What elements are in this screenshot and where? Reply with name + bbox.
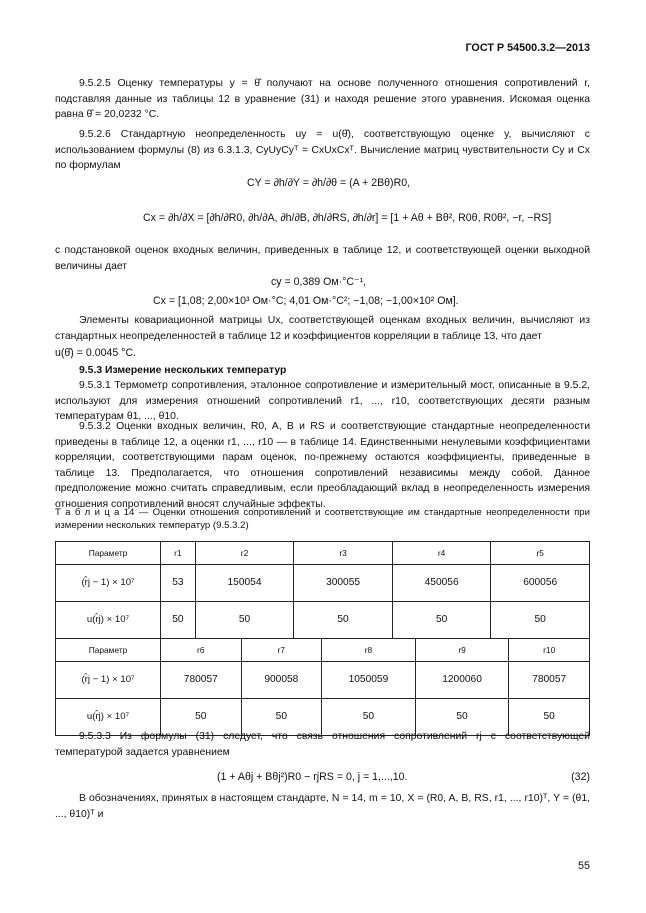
standard-header: ГОСТ Р 54500.3.2—2013 [465,42,590,54]
table-header-cell: r2 [195,542,294,565]
table-header-cell: r1 [161,542,196,565]
table-cell: 50 [491,602,590,639]
param-label: Параметр [56,639,161,662]
table-cell: 50 [161,602,196,639]
table-header-cell: r5 [491,542,590,565]
table-header-cell: r10 [509,639,590,662]
table-cell: 50 [415,699,509,736]
table-header-cell: r6 [161,639,242,662]
table-header-cell: r9 [415,639,509,662]
table-cell: 50 [161,699,242,736]
table-row [56,662,590,699]
table-cell: 1050059 [322,662,416,699]
formula-cx-value: Cx = [1,08; 2,00×10³ Ом·°C; 4,01 Ом·°C²; −1,08; −1,00×10² Ом]. [153,295,459,307]
section-heading-9-5-3: 9.5.3 Измерение нескольких температур [79,365,287,376]
table-cell: 50 [509,699,590,736]
table-header-cell: r7 [241,639,322,662]
table-cell: 50 [195,602,294,639]
table-header-row [56,639,590,662]
table-cell: 600056 [491,565,590,602]
paragraph-9-5-2-5: 9.5.2.5 Оценку температуры y = θ̂ получают на основе полученного отношения сопротивлений r, подставляя данные из таблицы 12 в уравнение (31) и находя решение этого уравнения. Искомая оценка равна θ̂ = 20,0232 °C. [55,78,590,121]
table-cell: 50 [294,602,393,639]
document-page [55,0,590,913]
ratio-row-label: (r̂j − 1) × 10⁷ [56,662,161,699]
table-cell: 1200060 [415,662,509,699]
paragraph-9-5-2-6: 9.5.2.6 Стандартную неопределенность uy = u(θ̂), соответствующую оценке y, вычисляют с использованием формулы (8) из 6.3.1.3, CyUyCyᵀ = CxUxCxᵀ. Вычисление матриц чувствительности Cy и Cx по формулам [55,129,590,172]
table-header-cell: r4 [392,542,491,565]
table-header-cell: r8 [322,639,416,662]
paragraph-notation: В обозначениях, принятых в настоящем стандарте, N = 14, m = 10, X = (R0, A, B, RS, r1, ..., r10)ᵀ, Y = (θ1, ..., θ10)ᵀ и [55,793,590,820]
table-14-block-2 [55,638,590,736]
table-header-cell: r3 [294,542,393,565]
table-cell: 50 [392,602,491,639]
table-cell: 450056 [392,565,491,602]
uncertainty-row-label: u(r̂j) × 10⁷ [56,699,161,736]
table-row [56,565,590,602]
formula-u-theta: u(θ̂) = 0.0045 °C. [55,347,137,359]
table-cell: 50 [241,699,322,736]
table-14-block-1 [55,541,590,639]
paragraph-covariance: Элементы ковариационной матрицы Ux, соответствующей оценкам входных величин, вычисляют из стандартных неопределенностей в таблице 12 и коэффициентов корреляции в таблице 13, что дает [55,315,590,342]
table-cell: 150054 [195,565,294,602]
paragraph-9-5-3-2: 9.5.3.2 Оценки входных величин, R0, A, B и RS и соответствующие стандартные неопределенности приведены в таблице 12, а оценки r1, ..., r10 — в таблице 14. Единственными ненулевыми коэффициентами корреляции, соответствующими парам оценок, по-прежнему остаются коэффициенты, приведенные в таблице 13. Предполагается, что отношения сопротивлений независимы между собой. Данное предположение можно считать справедливым, если преобладающий вклад в неопределенность измерения отношения сопротивлений вносят случайные эффекты. [55,421,590,511]
formula-cy: CY = ∂h/∂Y = ∂h/∂θ = (A + 2Bθ)R0, [247,177,411,189]
page-number: 55 [577,860,590,872]
table-header-row [56,542,590,565]
table-cell: 53 [161,565,196,602]
formula-cx: Cx = ∂h/∂X = [∂h/∂R0, ∂h/∂A, ∂h/∂B, ∂h/∂RS, ∂h/∂r] = [1 + Aθ + Bθ², R0θ, R0θ², −r, −RS] [143,212,552,224]
table-cell: 780057 [161,662,242,699]
paragraph-substitution: с подстановкой оценок входных величин, приведенных в таблице 12, и соответствующей оценки выходной величины дает [55,245,590,272]
table-cell: 300055 [294,565,393,602]
equation-32-number: (32) [571,771,590,783]
paragraph-9-5-3-1: 9.5.3.1 Термометр сопротивления, эталонное сопротивление и измерительный мост, описанные в 9.5.2, используют для измерения отношений сопротивлений r1, ..., r10, соответствующих десяти разным температурам θ1, ..., θ10. [55,380,590,423]
table-row [56,602,590,639]
formula-cy-value: cy = 0,389 Ом·°C⁻¹, [271,276,367,288]
table-cell: 780057 [509,662,590,699]
table-cell: 50 [322,699,416,736]
ratio-row-label: (r̂j − 1) × 10⁷ [56,565,161,602]
uncertainty-row-label: u(r̂j) × 10⁷ [56,602,161,639]
equation-32: (1 + Aθj + Bθj²)R0 − rjRS = 0, j = 1,...,10. [217,771,408,783]
table-cell: 900058 [241,662,322,699]
table-14-caption: Т а б л и ц а 14 — Оценки отношения сопротивлений и соответствующие им стандартные неопределенности при измерении нескольких температур (9.5.3.2) [55,507,590,532]
param-label: Параметр [56,542,161,565]
paragraph-9-5-3-3: 9.5.3.3 Из формулы (31) следует, что связь отношения сопротивлений rj с соответствующей температурой задается уравнением [55,731,590,758]
